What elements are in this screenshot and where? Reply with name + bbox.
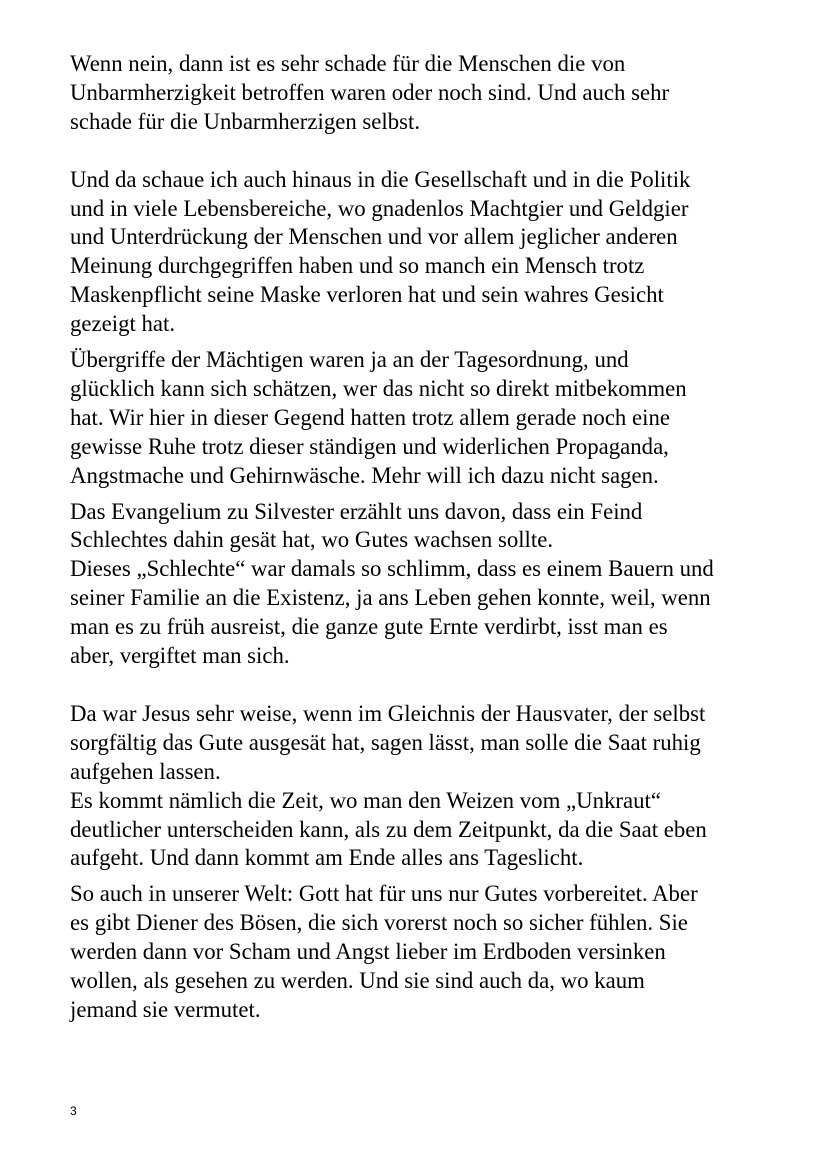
text-line: es gibt Diener des Bösen, die sich vorerst noch so sicher fühlen. Sie <box>70 910 688 936</box>
text-line: schade für die Unbarmherzigen selbst. <box>70 108 421 134</box>
text-line: aufgeht. Und dann kommt am Ende alles ans Tageslicht. <box>70 845 584 871</box>
paragraph-1 <box>70 50 790 137</box>
text-line: hat. Wir hier in dieser Gegend hatten trotz allem gerade noch eine <box>70 404 670 430</box>
text-line: und in viele Lebensbereiche, wo gnadenlos Machtgier und Geldgier <box>70 195 689 221</box>
text-line: gewisse Ruhe trotz dieser ständigen und widerlichen Propaganda, <box>70 433 669 459</box>
paragraph-2 <box>70 166 790 339</box>
text-line: Maskenpflicht seine Maske verloren hat und sein wahres Gesicht <box>70 282 664 308</box>
text-line: aber, vergiftet man sich. <box>70 643 290 669</box>
paragraph-spacer <box>70 137 790 166</box>
paragraph-spacer <box>70 671 790 700</box>
text-line: und Unterdrückung der Menschen und vor allem jeglicher anderen <box>70 224 678 250</box>
text-line: Das Evangelium zu Silvester erzählt uns davon, dass ein Feind <box>70 498 643 524</box>
text-line: Dieses „Schlechte“ war damals so schlimm, dass es einem Bauern und <box>70 556 714 582</box>
text-line: werden dann vor Scham und Angst lieber im Erdboden versinken <box>70 939 666 965</box>
paragraph-3 <box>70 346 790 491</box>
text-line: Angstmache und Gehirnwäsche. Mehr will ich dazu nicht sagen. <box>70 462 659 488</box>
text-line: glücklich kann sich schätzen, wer das nicht so direkt mitbekommen <box>70 375 687 401</box>
document-page <box>70 50 790 1025</box>
text-line: deutlicher unterscheiden kann, als zu dem Zeitpunkt, da die Saat eben <box>70 816 707 842</box>
paragraph-spacer <box>70 873 790 880</box>
text-line: gezeigt hat. <box>70 311 176 337</box>
paragraph-5 <box>70 700 790 873</box>
paragraph-6 <box>70 880 790 1025</box>
text-line: Schlechtes dahin gesät hat, wo Gutes wachsen sollte. <box>70 527 554 553</box>
paragraph-spacer <box>70 339 790 346</box>
text-line: Meinung durchgegriffen haben und so manch ein Mensch trotz <box>70 253 645 279</box>
text-line: jemand sie vermutet. <box>70 996 261 1022</box>
page-number: 3 <box>70 1104 77 1118</box>
text-line: Übergriffe der Mächtigen waren ja an der Tagesordnung, und <box>70 347 629 373</box>
text-line: man es zu früh ausreist, die ganze gute Ernte verdirbt, isst man es <box>70 614 668 640</box>
text-line: wollen, als gesehen zu werden. Und sie sind auch da, wo kaum <box>70 968 645 994</box>
text-line: So auch in unserer Welt: Gott hat für uns nur Gutes vorbereitet. Aber <box>70 881 698 907</box>
paragraph-4 <box>70 498 790 671</box>
text-line: Unbarmherzigkeit betroffen waren oder noch sind. Und auch sehr <box>70 79 670 105</box>
text-line: seiner Familie an die Existenz, ja ans Leben gehen konnte, weil, wenn <box>70 585 711 611</box>
text-line: aufgehen lassen. <box>70 758 221 784</box>
text-line: Wenn nein, dann ist es sehr schade für die Menschen die von <box>70 51 626 76</box>
text-line: Und da schaue ich auch hinaus in die Gesellschaft und in die Politik <box>70 166 691 192</box>
text-line: Da war Jesus sehr weise, wenn im Gleichnis der Hausvater, der selbst <box>70 700 706 726</box>
text-line: sorgfältig das Gute ausgesät hat, sagen lässt, man solle die Saat ruhig <box>70 729 701 755</box>
text-line: Es kommt nämlich die Zeit, wo man den Weizen vom „Unkraut“ <box>70 787 661 813</box>
paragraph-spacer <box>70 491 790 498</box>
